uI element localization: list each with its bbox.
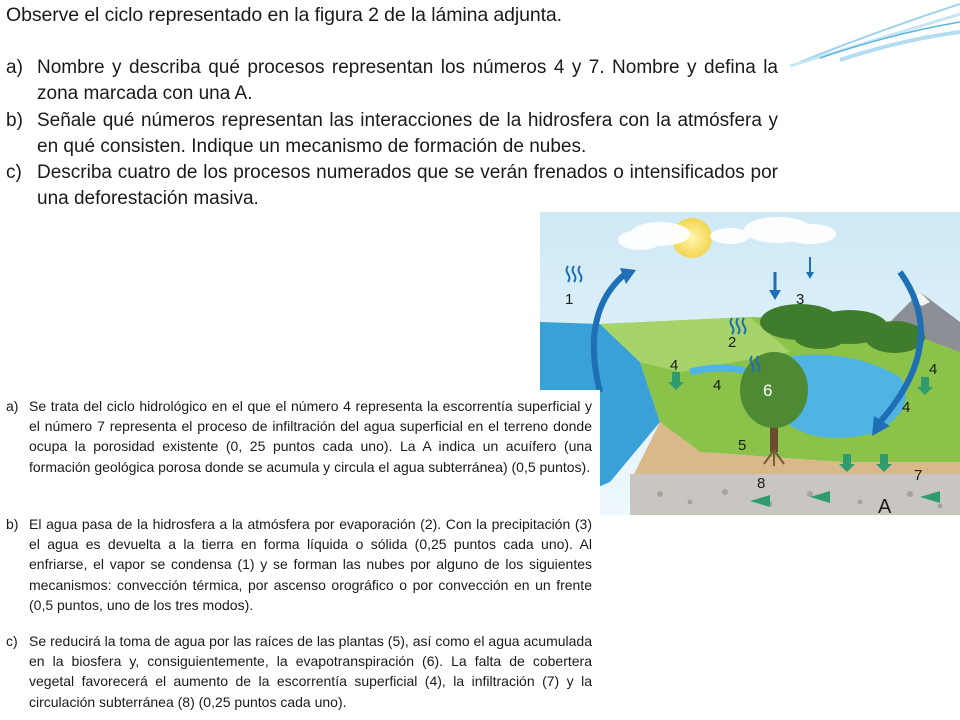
item-letter: c) (6, 633, 18, 649)
item-text: Se reducirá la toma de agua por las raíces de las plantas (5), así como el agua acumulada en la biosfera y, consiguientemente, la evapotranspiración (6). La falta de cobertera vegetal favorecerá el aumento de la escorrentía superficial (4), la infiltración (7) y la circulación subterránea (8) (0,25 puntos cada uno). (29, 633, 592, 710)
label-aquifer: A (878, 496, 892, 515)
label-2: 2 (728, 334, 737, 351)
item-text: El agua pasa de la hidrosfera a la atmósfera por evaporación (2). Con la precipitación (3) el agua es devuelta a la tierra en forma líquida o sólida (0,25 puntos cada uno). Al enfriarse, el vapor se condensa (1) y se forman las nubes por alguno de los siguientes mecanismos: convección térmica, por ascenso orográfico o por convección en un frente (0,5 puntos, uno de los tres modos). (29, 516, 592, 613)
question-block (0, 0, 790, 212)
item-text: Nombre y describa qué procesos representan los números 4 y 7. Nombre y defina la zona marcada con una A. (37, 57, 778, 104)
decorative-swoosh (780, 0, 960, 70)
answer-block (0, 390, 600, 720)
item-text: Señale qué números representan las interacciones de la hidrosfera con la atmósfera y en qué consisten. Indique un mecanismo de formación de nubes. (37, 110, 778, 157)
answer-item-b (6, 514, 592, 615)
item-text: Se trata del ciclo hidrológico en el que el número 4 representa la escorrentía superficial y el número 7 representa el proceso de infiltración del agua superficial en el terreno donde ocupa la porosidad existente (0, 25 puntos cada uno). La A indica un acuífero (una formación geológica porosa donde se acumula y circula el agua subterránea) (0,5 puntos). (29, 398, 592, 475)
label-7: 7 (914, 467, 923, 484)
label-4c: 4 (902, 399, 911, 416)
item-letter: c) (6, 162, 22, 183)
answer-item-c (6, 631, 592, 712)
item-letter: a) (6, 57, 23, 78)
tree-6 (740, 352, 808, 428)
label-4b: 4 (713, 377, 722, 394)
question-item-b (6, 108, 778, 160)
label-4d: 4 (929, 361, 938, 378)
label-8: 8 (757, 475, 766, 492)
label-3: 3 (796, 291, 805, 308)
label-4a: 4 (670, 357, 679, 374)
question-item-c (6, 160, 778, 212)
answer-item-a (6, 396, 592, 477)
item-letter: b) (6, 110, 23, 131)
item-letter: a) (6, 398, 19, 414)
water-cycle-figure (540, 212, 960, 515)
label-1: 1 (565, 291, 574, 308)
label-5: 5 (738, 437, 747, 454)
question-title: Observe el ciclo representado en la figura 2 de la lámina adjunta. (6, 4, 562, 26)
label-6: 6 (763, 381, 773, 400)
item-text: Describa cuatro de los procesos numerados que se verán frenados o intensificados por una deforestación masiva. (37, 162, 778, 209)
item-letter: b) (6, 516, 19, 532)
question-item-a (6, 55, 778, 107)
